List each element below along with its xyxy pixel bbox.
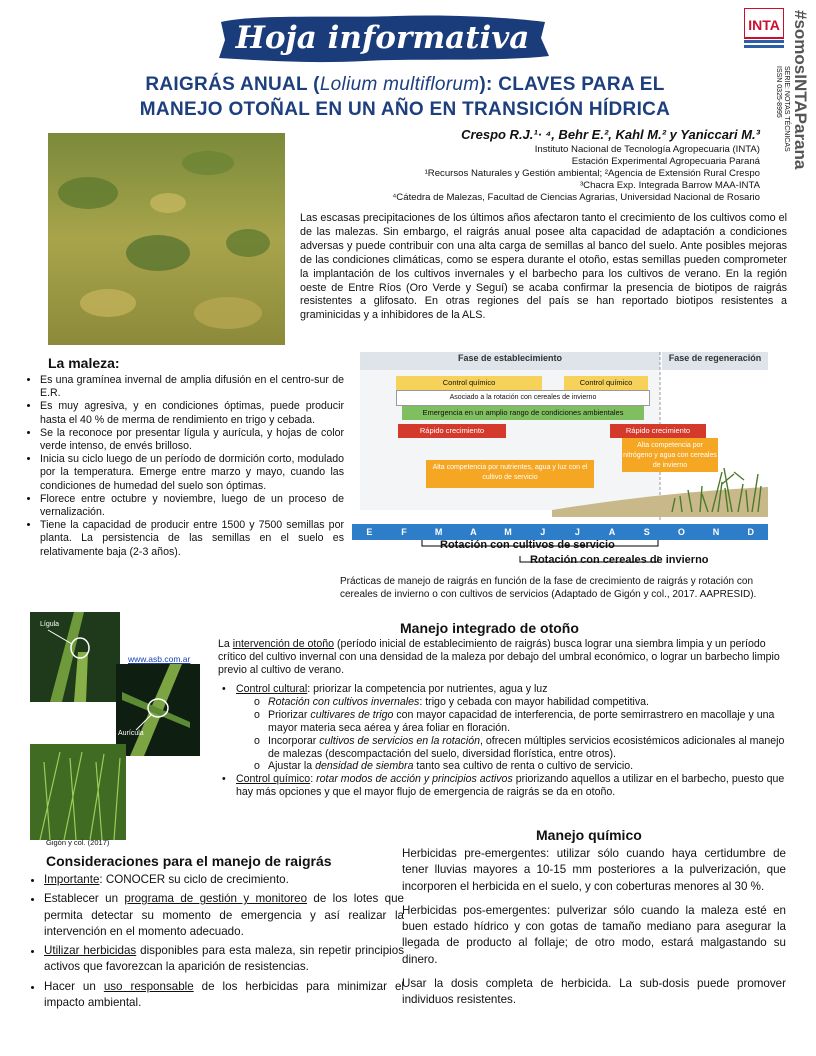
rapido-crecimiento-2: Rápido crecimiento [610, 424, 706, 438]
authors: Crespo R.J.¹· ⁴, Behr E.², Kahl M.² y Yaniccari M.³ [461, 127, 760, 142]
auricula-label: Aurícula [118, 730, 144, 737]
month-label: M [434, 527, 443, 537]
list-item: • Control cultural: priorizar la competencia por nutrientes, agua y luz [218, 683, 790, 696]
month-label: S [643, 527, 650, 537]
list-item: • Hacer un uso responsable de los herbicidas para minimizar el impacto ambiental. [44, 979, 404, 1012]
ligula-auricula-photos [30, 612, 200, 852]
list-item: o Incorporar cultivos de servicios en la rotación, ofrecen múltiples servicios ecosistémicos adicionales al manejo de malezas (descompactación del suelo, diversidad florística, entre otros). [218, 735, 790, 761]
month-label: J [540, 527, 546, 537]
svg-text:INTA: INTA [748, 17, 780, 33]
maleza-heading: La maleza: [48, 355, 120, 371]
month-label: N [712, 527, 720, 537]
quimico-heading: Manejo químico [536, 827, 642, 843]
ligula-label: Lígula [40, 621, 60, 628]
rotation-cereales: Rotación con cereales de invierno [530, 554, 709, 566]
control-quimico-1: Control químico [396, 376, 542, 390]
competencia-servicio: Alta competencia por nutrientes, agua y luz con el cultivo de servicio [426, 460, 594, 488]
consideraciones-list [24, 872, 404, 1014]
hashtag: #somosINTAParana [791, 10, 810, 170]
banner-title: Hoja informativa [235, 20, 530, 56]
list-item: • Utilizar herbicidas disponibles para esta maleza, sin repetir principios activos que favorezcan la aparición de resistencias. [44, 943, 404, 976]
list-item: o Priorizar cultivares de trigo con mayor capacidad de interferencia, de porte semirrastrero en macollaje y una mayor materia seca aérea y área foliar en floración. [218, 709, 790, 735]
emergencia-bar: Emergencia en un amplio rango de condiciones ambientales [402, 406, 644, 420]
field-photo [48, 133, 285, 345]
asociado-rotacion: Asociado a la rotación con cereales de invierno [396, 390, 650, 406]
source-link[interactable]: www.asb.com.ar [128, 654, 191, 664]
manejo-list [218, 683, 790, 799]
list-item: • Inicia su ciclo luego de un período de dormición corto, modulado por la temperatura. Emerge entre marzo y mayo, cuando las condiciones de humedad del suelo son óptimas. [40, 453, 344, 493]
list-item: • Es una gramínea invernal de amplia difusión en el centro-sur de E.R. [40, 374, 344, 400]
consideraciones-heading: Consideraciones para el manejo de raigrás [46, 853, 332, 869]
control-quimico-2: Control químico [564, 376, 648, 390]
issn: ISSN 0325-8995 [775, 66, 782, 118]
list-item: • Importante: CONOCER su ciclo de crecimiento. [44, 872, 404, 888]
competencia-cereales: Alta competencia por nitrógeno y agua con cereales de invierno [622, 438, 718, 472]
series-label: SERIE: NOTAS TÉCNICAS [783, 66, 790, 152]
maleza-list [20, 374, 344, 559]
list-item: • Florece entre octubre y noviembre, luego de un proceso de vernalización. [40, 493, 344, 519]
month-label: J [574, 527, 580, 537]
month-label: F [401, 527, 407, 537]
phase-establishment: Fase de establecimiento [457, 353, 563, 363]
photo-credit: Gigón y col. (2017) [46, 838, 110, 847]
list-item: • Tiene la capacidad de producir entre 1500 y 7500 semillas por planta. La persistencia de las semillas en el suelo es relativamente baja (2-3 años). [40, 519, 344, 559]
quimico-text: Herbicidas pre-emergentes: utilizar sólo cuando haya certidumbre de tener lluvias mayores a 10-15 mm posteriores a la pulverización, que incorporen el herbicida en el suelo, y con coberturas menores al 30 %. Herbicidas pos-emergentes: pulverizar sólo cuando la maleza esté en buen estado hídrico y con gotas de tamaño mediano para asegurar la llegada de producto al follaje; de otro modo, estará malgastando su dinero. Usar la dosis completa de herbicida. La sub-dosis puede promover individuos resistentes. [402, 847, 786, 1007]
phase-regeneration: Fase de regeneración [668, 353, 762, 363]
month-label: A [470, 527, 477, 537]
list-item: • Establecer un programa de gestión y monitoreo de los lotes que permita detectar su momento de emergencia y así realizar la intervención en el momento adecuado. [44, 891, 404, 940]
month-label: E [366, 527, 373, 537]
month-label: A [608, 527, 616, 537]
page-title: RAIGRÁS ANUAL (Lolium multiflorum): CLAVES PARA EL MANEJO OTOÑAL EN UN AÑO EN TRANSICIÓN HÍDRICA [139, 74, 671, 120]
month-label: D [747, 527, 754, 537]
intro-paragraph: Las escasas precipitaciones de los últimos años afectaron tanto el crecimiento de los cultivos como el de las malezas. Sin embargo, el raigrás anual posee alta capacidad de adaptación a condiciones adversas y puede contribuir con una alta carga de semillas al banco del suelo. Ante posibles mejoras de las condiciones climáticas, como se espera durante el otoño, estas semillas pueden comprometer la implantación de los cultivos invernales y el barbecho para los cultivos de verano. En la región oeste de Entre Ríos (Oro Verde y Seguí) se acaba confirmar la presencia de biotipos de raigrás resistentes a glifosato. En otras regiones del país se han reportado biotipos resistentes a graminicidas y a inhibidores de la ALS. [300, 212, 787, 322]
month-label: M [504, 527, 512, 537]
vertical-branding [760, 8, 816, 183]
list-item: o Ajustar la densidad de siembra tanto sea cultivo de renta o cultivo de servicio. [218, 760, 790, 773]
manejo-heading: Manejo integrado de otoño [400, 620, 579, 636]
month-label: O [677, 527, 685, 537]
list-item: o Rotación con cultivos invernales: trigo y cebada con mayor habilidad competitiva. [218, 696, 790, 709]
rotation-servicio: Rotación con cultivos de servicio [440, 539, 615, 551]
month-axis [352, 524, 768, 540]
list-item: • Control químico: rotar modos de acción y principios activos priorizando aquellos a utilizar en el barbecho, puesto que hay más opciones y que el mayor flujo de emergencia de raigrás se da en otoño. [218, 773, 790, 799]
growth-phase-diagram [352, 352, 768, 542]
manejo-intro: La intervención de otoño (período inicial de establecimiento de raigrás) busca lograr una siembra limpia y un período crítico del cultivo invernal con una densidad de la maleza por debajo del umbral económico, o lograr un barbecho limpio previo al cultivo de verano. [218, 638, 780, 676]
figure-caption: Prácticas de manejo de raigrás en función de la fase de crecimiento de raigrás y rotación con cereales de invierno o con cultivos de servicios (Adaptado de Gigón y col., 2017. AAPRESID). [340, 576, 757, 600]
list-item: • Es muy agresiva, y en condiciones óptimas, puede producir hasta el 40 % de merma de rendimiento en trigo y cebada. [40, 400, 344, 426]
rapido-crecimiento-1: Rápido crecimiento [398, 424, 506, 438]
affiliations: Instituto Nacional de Tecnología Agropecuaria (INTA) Estación Experimental Agropecuaria Paraná ¹Recursos Naturales y Gestión ambiental; ²Agencia de Extensión Rural Crespo ³Chacra Exp. Integrada Barrow MAA-INTA ⁴Cátedra de Malezas, Facultad de Ciencias Agrarias, Universidad Nacional de Rosario [392, 144, 760, 203]
list-item: • Se la reconoce por presentar lígula y aurícula, y hojas de color verde intenso, de envés brilloso. [40, 427, 344, 453]
